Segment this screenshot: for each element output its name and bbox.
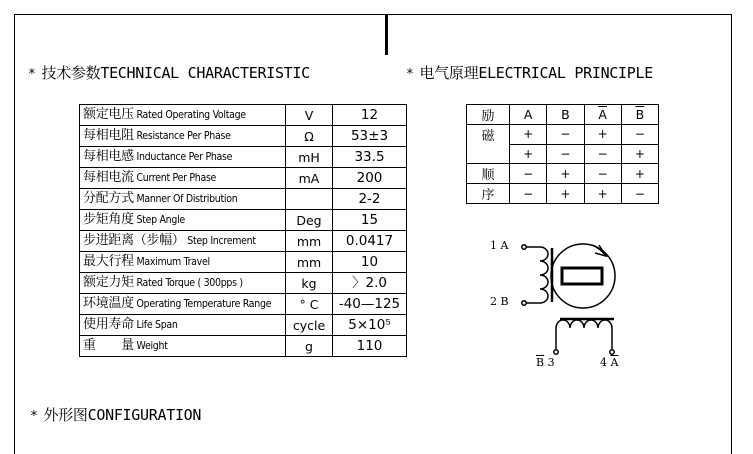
spec-name-en: Rated Torque ( 300pps ) xyxy=(133,277,243,289)
phase-cell: − xyxy=(584,164,621,184)
spec-table xyxy=(79,104,407,357)
technical-heading-text: 技术参数TECHNICAL CHARACTERISTIC xyxy=(41,64,310,82)
spec-row xyxy=(80,126,407,147)
phase-cell: − xyxy=(584,144,621,164)
spec-row xyxy=(80,210,407,231)
phase-header-row xyxy=(467,105,659,125)
spec-value-cell: 10 xyxy=(333,252,407,273)
label-1a: 1 A xyxy=(490,239,509,252)
spec-unit-cell: mm xyxy=(286,252,333,273)
spec-row xyxy=(80,147,407,168)
spec-name-cn: 步进距离（步幅） xyxy=(83,233,185,248)
spec-row xyxy=(80,231,407,252)
spec-name-en: Resistance Per Phase xyxy=(133,130,231,142)
spec-unit-cell xyxy=(286,189,333,210)
header-b-bar: $\overline{B}$ xyxy=(621,105,658,125)
phase-cell: − xyxy=(510,164,547,184)
terminal-4-dot xyxy=(610,350,614,354)
spec-unit-cell: Deg xyxy=(286,210,333,231)
label-4-number: 4 xyxy=(600,356,607,369)
coil-b-winding xyxy=(556,320,612,340)
side-label-cell: 励 xyxy=(467,105,510,125)
spec-name-en: Operating Temperature Range xyxy=(133,298,272,310)
label-3-bar-letter: $\overline{B}$ xyxy=(536,356,545,369)
coil-a-winding xyxy=(540,247,548,303)
spec-name-cn: 额定电压 xyxy=(83,107,134,122)
spec-name-cell xyxy=(80,336,286,357)
spec-row xyxy=(80,252,407,273)
phase-row xyxy=(467,164,659,184)
wiring-diagram xyxy=(482,228,652,378)
top-divider-line xyxy=(385,15,388,55)
phase-row xyxy=(467,125,659,145)
label-3 xyxy=(536,356,555,369)
excitation-sequence-table xyxy=(466,104,659,204)
spec-row xyxy=(80,105,407,126)
label-3-number: 3 xyxy=(547,356,555,369)
spec-name-cn: 最大行程 xyxy=(83,254,134,269)
side-label-cell: 序 xyxy=(467,184,510,204)
spec-name-cn: 环境温度 xyxy=(83,296,134,311)
phase-cell: − xyxy=(621,184,658,204)
phase-cell: + xyxy=(584,125,621,145)
spec-unit-cell: mA xyxy=(286,168,333,189)
spec-name-cell xyxy=(80,294,286,315)
spec-row xyxy=(80,315,407,336)
spec-name-cell xyxy=(80,147,286,168)
spec-name-cell xyxy=(80,231,286,252)
phase-cell: + xyxy=(510,144,547,164)
spec-name-cell xyxy=(80,252,286,273)
spec-row xyxy=(80,273,407,294)
spec-unit-cell: Ω xyxy=(286,126,333,147)
spec-value-cell: 33.5 xyxy=(333,147,407,168)
phase-cell: + xyxy=(621,164,658,184)
spec-value-cell: 12 xyxy=(333,105,407,126)
side-label-cell: 顺 xyxy=(467,164,510,184)
label-4 xyxy=(600,356,618,369)
spec-name-cell xyxy=(80,189,286,210)
electrical-heading xyxy=(406,62,653,83)
spec-name-cn: 每相电流 xyxy=(83,170,134,185)
configuration-heading xyxy=(30,404,201,425)
spec-name-en: Weight xyxy=(133,340,168,352)
spec-name-en: Manner Of Distribution xyxy=(133,193,238,205)
spec-value-cell: 5×10⁵ xyxy=(333,315,407,336)
spec-unit-cell: g xyxy=(286,336,333,357)
header-a: A xyxy=(510,105,547,125)
spec-name-cn: 使用寿命 xyxy=(83,317,134,332)
phase-cell: − xyxy=(547,144,584,164)
spec-name-cn: 每相电感 xyxy=(83,149,134,164)
terminal-1a-dot xyxy=(522,245,526,249)
technical-heading xyxy=(28,62,310,83)
spec-name-cn: 步矩角度 xyxy=(83,212,134,227)
spec-value-cell: -40—125 xyxy=(333,294,407,315)
spec-name-en: Inductance Per Phase xyxy=(133,151,233,163)
spec-value-cell: 53±3 xyxy=(333,126,407,147)
spec-value-cell: 〉2.0 xyxy=(333,273,407,294)
bullet-star: * xyxy=(28,67,36,82)
spec-row xyxy=(80,168,407,189)
spec-value-cell: 110 xyxy=(333,336,407,357)
spec-unit-cell: cycle xyxy=(286,315,333,336)
spec-name-en: Current Per Phase xyxy=(133,172,217,184)
spec-name-cn: 重 量 xyxy=(83,338,134,353)
header-b: B xyxy=(547,105,584,125)
spec-unit-cell: V xyxy=(286,105,333,126)
spec-name-en: Maximum Travel xyxy=(133,256,210,268)
phase-row xyxy=(467,184,659,204)
phase-cell: + xyxy=(621,144,658,164)
spec-name-cell xyxy=(80,315,286,336)
spec-value-cell: 0.0417 xyxy=(333,231,407,252)
spec-row xyxy=(80,294,407,315)
label-4-bar-letter: $\overline{A}$ xyxy=(610,356,619,369)
terminal-3-dot xyxy=(554,350,558,354)
spec-name-cn: 分配方式 xyxy=(83,191,134,206)
spec-name-cell xyxy=(80,210,286,231)
spec-unit-cell: mH xyxy=(286,147,333,168)
spec-name-cell xyxy=(80,126,286,147)
phase-cell: + xyxy=(510,125,547,145)
spec-value-cell: 2-2 xyxy=(333,189,407,210)
spec-name-cell xyxy=(80,168,286,189)
spec-unit-cell: kg xyxy=(286,273,333,294)
spec-row xyxy=(80,336,407,357)
rotor-magnet xyxy=(562,268,602,284)
spec-value-cell: 15 xyxy=(333,210,407,231)
spec-value-cell: 200 xyxy=(333,168,407,189)
spec-name-en: Life Span xyxy=(133,319,178,331)
spec-name-cell xyxy=(80,273,286,294)
phase-cell: + xyxy=(547,164,584,184)
spec-name-en: Step Angle xyxy=(133,214,185,226)
configuration-heading-text: 外形图CONFIGURATION xyxy=(43,406,202,424)
phase-cell: + xyxy=(584,184,621,204)
electrical-heading-text: 电气原理ELECTRICAL PRINCIPLE xyxy=(419,64,653,82)
spec-name-cn: 额定力矩 xyxy=(83,275,134,290)
terminal-2b-dot xyxy=(522,301,526,305)
side-label-cell: 磁 xyxy=(467,125,510,164)
header-a-bar: $\overline{A}$ xyxy=(584,105,621,125)
spec-name-cell xyxy=(80,105,286,126)
spec-name-en: Rated Operating Voltage xyxy=(133,109,246,121)
spec-row xyxy=(80,189,407,210)
spec-name-cn: 每相电阻 xyxy=(83,128,134,143)
spec-unit-cell: mm xyxy=(286,231,333,252)
bullet-star: * xyxy=(406,67,414,82)
spec-unit-cell: ° C xyxy=(286,294,333,315)
phase-cell: − xyxy=(621,125,658,145)
phase-cell: − xyxy=(510,184,547,204)
spec-name-en: Step Increment xyxy=(184,235,256,247)
phase-cell: − xyxy=(547,125,584,145)
phase-cell: + xyxy=(547,184,584,204)
bullet-star: * xyxy=(30,409,38,424)
label-2b: 2 B xyxy=(490,295,509,308)
